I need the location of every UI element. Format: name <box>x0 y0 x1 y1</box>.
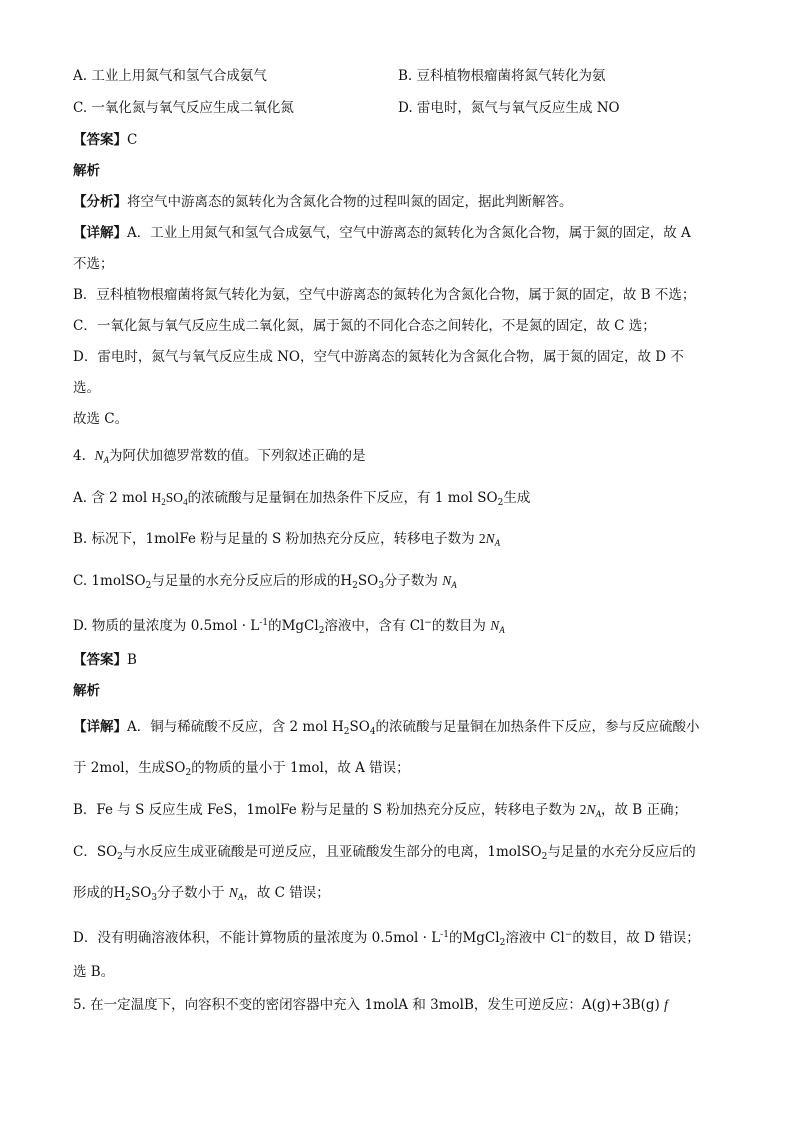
q4-analysis-heading: 解析 <box>73 683 100 699</box>
q4-conclusion: 选 B。 <box>73 964 115 980</box>
q4-option-a: A. 含 2 mol $H_2SO_4$的浓硫酸与足量铜在加热条件下反应，有 1 mol $SO_2$生成 <box>73 490 531 508</box>
q3-option-a: A. 工业上用氮气和氢气合成氨气 <box>73 68 267 84</box>
answer-tag: 【答案】 <box>73 132 127 148</box>
q3-answer <box>73 130 734 150</box>
q4-xiangjie-b: B．Fe 与 S 反应生成 FeS，1molFe 粉与足量的 S 粉加热充分反应，转移电子数为 $2N_A$，故 B 正确； <box>73 802 687 819</box>
q4-stem: 4. $N_A$为阿伏加德罗常数的值。下列叙述正确的是 <box>73 448 366 465</box>
q3-line-d1: D．雷电时，氮气与氧气反应生成 NO，空气中游离态的氮转化为含氮化合物，属于氮的固定，故 D 不 <box>73 349 684 365</box>
na-symbol: $N_A$ <box>94 448 109 465</box>
q4-xiangjie-c1: C．$SO_2$与水反应生成亚硫酸是可逆反应，且亚硫酸发生部分的电离，1molSO$_2$与足量的水充分反应后的 <box>73 844 696 862</box>
q3-option-c: C. 一氧化氮与氧气反应生成二氧化氮 <box>73 100 294 116</box>
q4-xiangjie-a2: 于 2mol，生成$SO_2$的物质的量小于 1mol，故 A 错误； <box>73 760 410 778</box>
q3-analysis-heading: 解析 <box>73 163 100 179</box>
q3-option-b: B. 豆科植物根瘤菌将氮气转化为氨 <box>398 68 606 84</box>
q4-xiangjie-c2: 形成的$H_2SO_3$分子数小于 $N_A$，故 C 错误； <box>73 885 330 903</box>
q3-line-c: C．一氧化氮与氧气反应生成二氧化氮，属于氮的不同化合态之间转化，不是氮的固定，故 C 选； <box>73 318 656 334</box>
q4-xiangjie-d: D．没有明确溶液体积，不能计算物质的量浓度为 $0.5mol \cdot L^{-1}$的MgCl$_2$溶液中 Cl−的数目，故 D 错误； <box>73 930 700 948</box>
q4-option-b: B. 标况下，1molFe 粉与足量的 S 粉加热充分反应，转移电子数为 $2N_A$ <box>73 531 501 548</box>
q4-option-c: C. 1molSO$_2$与足量的水充分反应后的形成的$H_2SO_3$分子数为 $N_A$ <box>73 573 457 591</box>
q3-xiangjie-1: 【详解】A．工业上用氮气和氢气合成氨气，空气中游离态的氮转化为含氮化合物，属于氮的固定，故 A <box>73 225 691 241</box>
q3-conclusion: 故选 C。 <box>73 411 129 427</box>
q3-fenxi: 【分析】将空气中游离态的氮转化为含氮化合物的过程叫氮的固定，据此判断解答。 <box>73 194 573 210</box>
q4-xiangjie-a1: 【详解】A．铜与稀硫酸不反应，含 2 mol $H_2SO_4$的浓硫酸与足量铜在加热条件下反应，参与反应硫酸小 <box>73 719 700 737</box>
q4-answer: 【答案】B <box>73 652 137 668</box>
q5-stem: 5. 在一定温度下，向容积不变的密闭容器中充入 1molA 和 3molB，发生可逆反应：A(g)+3B(g) f <box>73 997 668 1013</box>
q3-xiangjie-2: 不选； <box>73 256 114 272</box>
q3-line-d2: 选。 <box>73 380 100 396</box>
q4-option-d: D. 物质的量浓度为 $0.5mol \cdot L^{-1}$的MgCl$_2$溶液中，含有 Cl−的数目为 $N_A$ <box>73 618 505 636</box>
q3-line-b: B．豆科植物根瘤菌将氮气转化为氨，空气中游离态的氮转化为含氮化合物，属于氮的固定，故 B 不选； <box>73 287 696 303</box>
q3-option-d: D. 雷电时，氮气与氧气反应生成 NO <box>398 100 620 116</box>
answer-value: C <box>127 132 138 148</box>
